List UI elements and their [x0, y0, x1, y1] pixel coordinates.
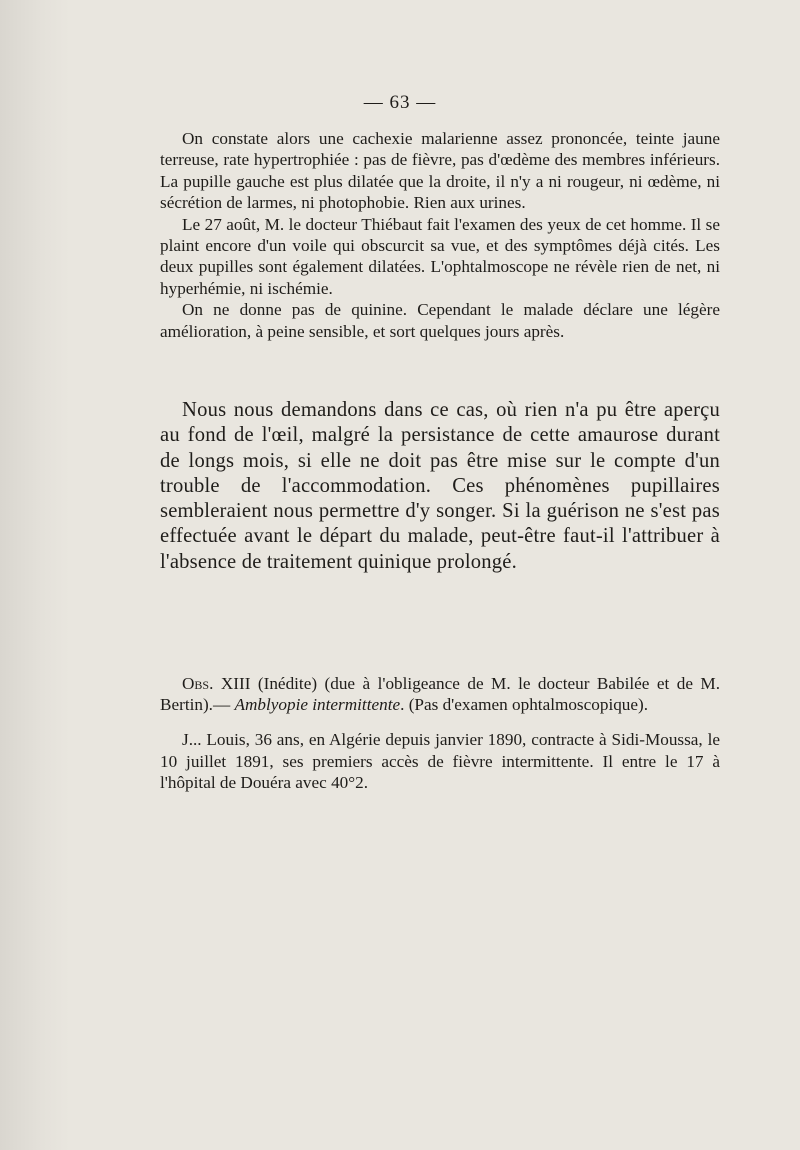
observation-suffix: . (Pas d'examen ophtalmoscopique). [400, 695, 649, 715]
paragraph-findings: On constate alors une cachexie malarienne assez prononcée, teinte jaune terreuse, rate hypertrophiée : pas de fièvre, pas d'œdème des membres inférieurs. La pupille gauche est plus dilatée que la droite, il n'y a ni rougeur, ni œdème, ni sécrétion de larmes, ni photophobie. Rien aux urines. [160, 129, 720, 213]
page-number: — 63 — [363, 92, 437, 113]
paragraph-conclusion: Nous nous demandons dans ce cas, où rien n'a pu être aperçu au fond de l'œil, malgré la persistance de cette amaurose durant de longs mois, si elle ne doit pas être mise sur le compte d'un trouble de l'accommodation. Ces phénomènes pupillaires sembleraient nous permettre d'y songer. Si la guérison ne s'est pas effectuée avant le départ du malade, peut-être faut-il l'attribuer à l'absence de traitement quinique prolongé. [160, 399, 720, 573]
observation-body: J... Louis, 36 ans, en Algérie depuis janvier 1890, contracte à Sidi-Moussa, le 10 juillet 1891, ses premiers accès de fièvre intermittente. Il entre le 17 à l'hôpital de Douéra avec 40°2. [160, 730, 720, 792]
observation-intro: (Inédite) (due à l'obligeance de M. le docteur Babilée et de M. Bertin).— [160, 674, 720, 715]
conclusion-block [160, 398, 720, 575]
observation-title: Amblyopie intermittente [234, 695, 401, 715]
observation-block [160, 673, 720, 793]
paragraph-examination: Le 27 août, M. le docteur Thiébaut fait l'examen des yeux de cet homme. Il se plaint encore d'un voile qui obscurcit sa vue, et des symptômes déjà cités. Les deux pupilles sont également dilatées. L'ophtalmoscope ne révèle rien de net, ni hyperhémie, ni ischémie. [160, 214, 720, 298]
observation-label: Obs. XIII [182, 674, 251, 693]
case-description [160, 128, 720, 342]
paragraph-outcome: On ne donne pas de quinine. Cependant le malade déclare une légère amélioration, à peine sensible, et sort quelques jours après. [160, 300, 720, 341]
observation-heading [160, 673, 720, 715]
